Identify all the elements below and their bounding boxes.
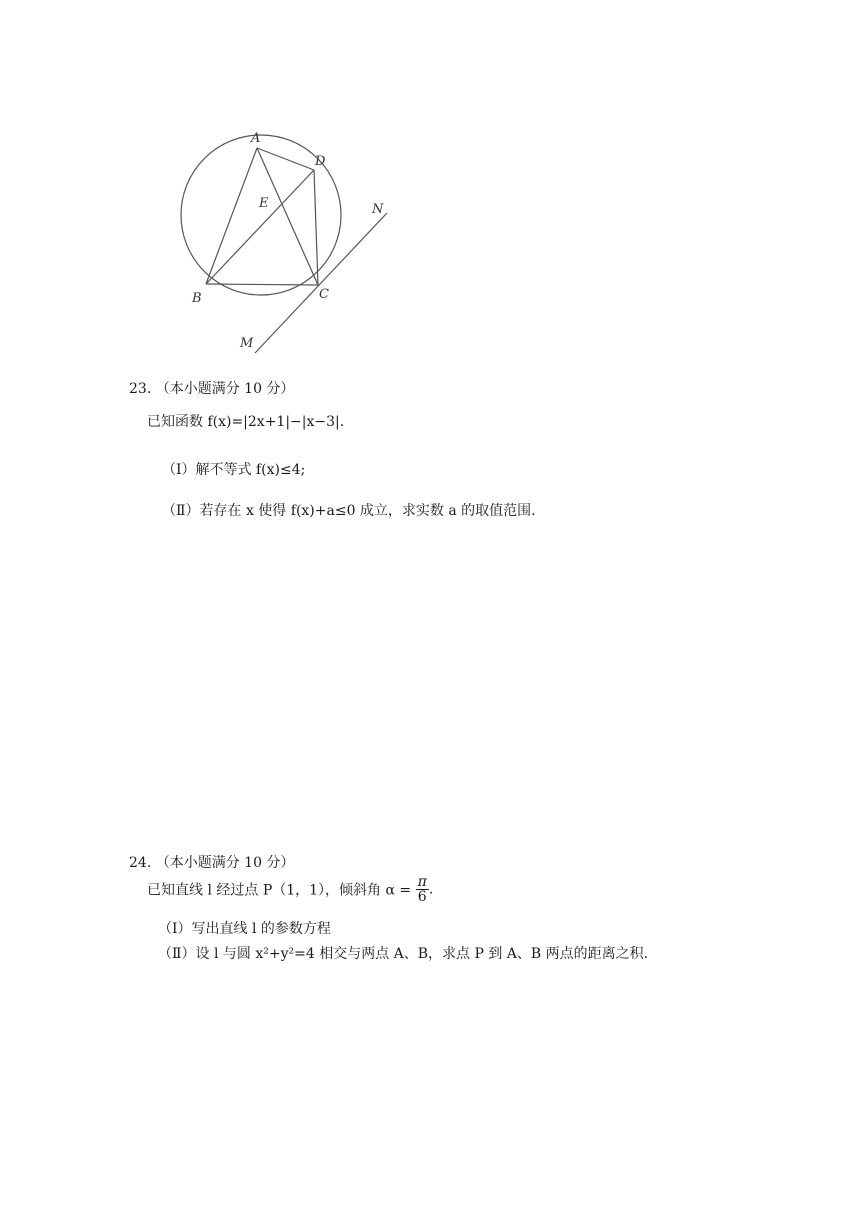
tangent-mn [255, 213, 387, 353]
angle-fraction [416, 875, 429, 904]
fraction-denominator: 6 [417, 889, 427, 905]
question-23-intro: 已知函数 f(x)=|2x+1|−|x−3|. [147, 414, 345, 430]
segment-bd [206, 170, 314, 284]
label-b: B [192, 291, 202, 306]
label-e: E [259, 196, 269, 211]
question-24-intro-line: 已知直线 l 经过点 P（1，1），倾斜角 α = $\frac{\pi}{6}$ . [147, 874, 434, 905]
question-24-intro: 已知直线 l 经过点 P（1，1），倾斜角 α = [147, 882, 412, 899]
question-23-number: 23. [129, 381, 152, 397]
label-m: M [240, 336, 254, 351]
segment-ab [206, 148, 257, 284]
question-24-header [129, 852, 294, 872]
segment-dc [314, 170, 318, 285]
question-23-part-2: （Ⅱ）若存在 x 使得 f(x)+a≤0 成立，求实数 a 的取值范围. [162, 503, 536, 519]
question-23-part-1: （Ⅰ）解不等式 f(x)≤4; [162, 462, 306, 478]
label-c: C [319, 287, 329, 302]
geometry-figure [170, 125, 400, 360]
label-d: D [315, 154, 326, 169]
label-a: A [251, 131, 261, 146]
label-n: N [372, 202, 384, 217]
question-24-part-2: （Ⅱ）设 l 与圆 x²+y²=4 相交与两点 A、B，求点 P 到 A、B 两点的距离之积. [158, 946, 649, 962]
question-24-score: （本小题满分 10 分） [155, 855, 295, 871]
question-23-header [129, 378, 294, 398]
question-23-score: （本小题满分 10 分） [155, 381, 295, 397]
question-24-part-1: （Ⅰ）写出直线 l 的参数方程 [158, 921, 331, 937]
fraction-numerator: π [417, 874, 427, 890]
question-24-number: 24. [129, 855, 152, 871]
